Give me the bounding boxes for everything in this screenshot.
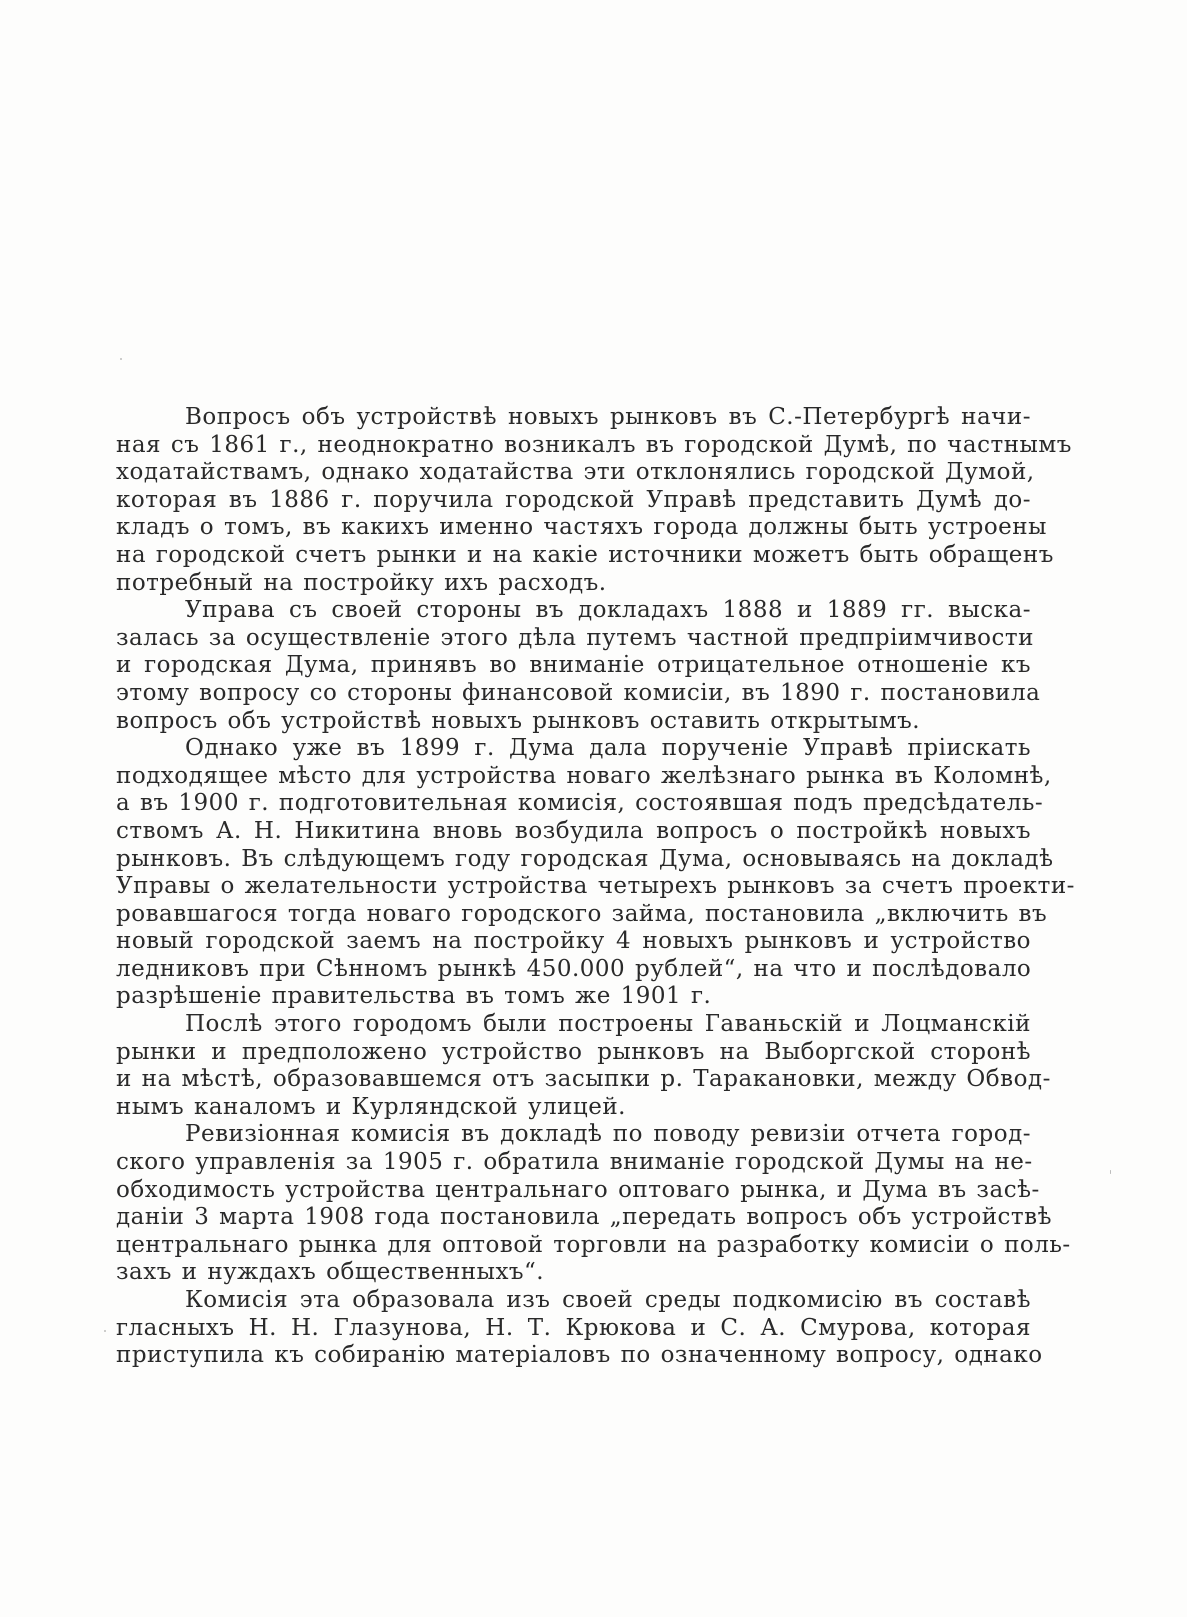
text-line: а въ 1900 г. подготовительная комисія, состоявшая подъ предсѣдатель- <box>116 790 1044 817</box>
text-line: Послѣ этого городомъ были построены Гаваньскій и Лоцманскій <box>185 1011 1031 1038</box>
text-line: потребный на постройку ихъ расходъ. <box>116 569 607 596</box>
scan-speck <box>104 1330 106 1332</box>
text-line: приступила къ собиранію матеріаловъ по означенному вопросу, однако <box>116 1342 1043 1369</box>
text-line: подходящее мѣсто для устройства новаго желѣзнаго рынка въ Коломнѣ, <box>116 762 1052 789</box>
text-line: Вопросъ объ устройствѣ новыхъ рынковъ въ С.-Петербургѣ начи- <box>185 404 1031 430</box>
text-line: и на мѣстѣ, образовавшемся отъ засыпки р. Таракановки, между Обвод- <box>116 1066 1051 1093</box>
text-line: залась за осуществленіе этого дѣла путемъ частной предпріимчивости <box>116 624 1034 651</box>
scan-speck <box>120 358 122 360</box>
paragraph <box>116 1121 1071 1287</box>
text-line: центральнаго рынка для оптовой торговли на разработку комисіи о поль- <box>116 1231 1071 1258</box>
text-line: Управа съ своей стороны въ докладахъ 1888 и 1889 гг. выска- <box>185 597 1031 624</box>
text-line: этому вопросу со стороны финансовой комисіи, въ 1890 г. постановила <box>116 679 1041 706</box>
paragraph <box>116 1011 1051 1121</box>
text-line: даніи 3 марта 1908 года постановила „передать вопросъ объ устройствѣ <box>116 1204 1052 1231</box>
text-line: Управы о желательности устройства четырехъ рынковъ за счетъ проекти- <box>116 873 1075 900</box>
text-line: нымъ каналомъ и Курляндской улицей. <box>116 1093 626 1120</box>
text-line: ствомъ А. Н. Никитина вновь возбудила вопросъ о постройкѣ новыхъ <box>116 817 1031 844</box>
text-line: на городской счетъ рынки и на какіе источники можетъ быть обращенъ <box>116 541 1054 568</box>
text-line: ледниковъ при Сѣнномъ рынкѣ 450.000 рублей“, на что и послѣдовало <box>116 955 1032 982</box>
text-line: захъ и нуждахъ общественныхъ“. <box>116 1259 545 1286</box>
body-text <box>116 404 1075 1370</box>
text-line: кладъ о томъ, въ какихъ именно частяхъ города должны быть устроены <box>116 514 1047 541</box>
text-line: ского управленія за 1905 г. обратила вниманіе городской Думы на не- <box>116 1149 1033 1176</box>
text-line: ная съ 1861 г., неоднократно возникалъ въ городской Думѣ, по частнымъ <box>116 431 1072 458</box>
text-line: новый городской заемъ на постройку 4 новыхъ рынковъ и устройство <box>116 928 1031 955</box>
scan-speck <box>1110 1170 1111 1174</box>
paragraph <box>116 597 1041 735</box>
text-line: ходатайствамъ, однако ходатайства эти отклонялись городской Думой, <box>116 459 1035 486</box>
text-line: рынки и предположено устройство рынковъ на Выборгской сторонѣ <box>116 1038 1031 1065</box>
text-line: Однако уже въ 1899 г. Дума дала порученіе Управѣ пріискать <box>185 735 1031 762</box>
text-line: обходимость устройства центральнаго оптоваго рынка, и Дума въ засѣ- <box>116 1176 1040 1203</box>
text-line: вопросъ объ устройствѣ новыхъ рынковъ оставить открытымъ. <box>116 707 921 734</box>
text-line: Комисія эта образовала изъ своей среды подкомисію въ составѣ <box>185 1287 1031 1313</box>
paragraph <box>116 735 1075 1011</box>
text-line: рынковъ. Въ слѣдующемъ году городская Дума, основываясь на докладѣ <box>116 845 1054 872</box>
text-line: которая въ 1886 г. поручила городской Управѣ представить Думѣ до- <box>116 486 1031 513</box>
text-line: ровавшагося тогда новаго городского займа, постановила „включить въ <box>116 900 1048 927</box>
text-line: и городская Дума, принявъ во вниманіе отрицательное отношеніе къ <box>116 652 1031 679</box>
paragraph <box>116 404 1072 597</box>
text-line: Ревизіонная комисія въ докладѣ по поводу ревизіи отчета город- <box>185 1121 1031 1148</box>
text-line: гласныхъ Н. Н. Глазунова, Н. Т. Крюкова и С. А. Смурова, которая <box>116 1314 1031 1341</box>
paragraph <box>116 1287 1043 1370</box>
text-line: разрѣшеніе правительства въ томъ же 1901 г. <box>116 983 712 1010</box>
